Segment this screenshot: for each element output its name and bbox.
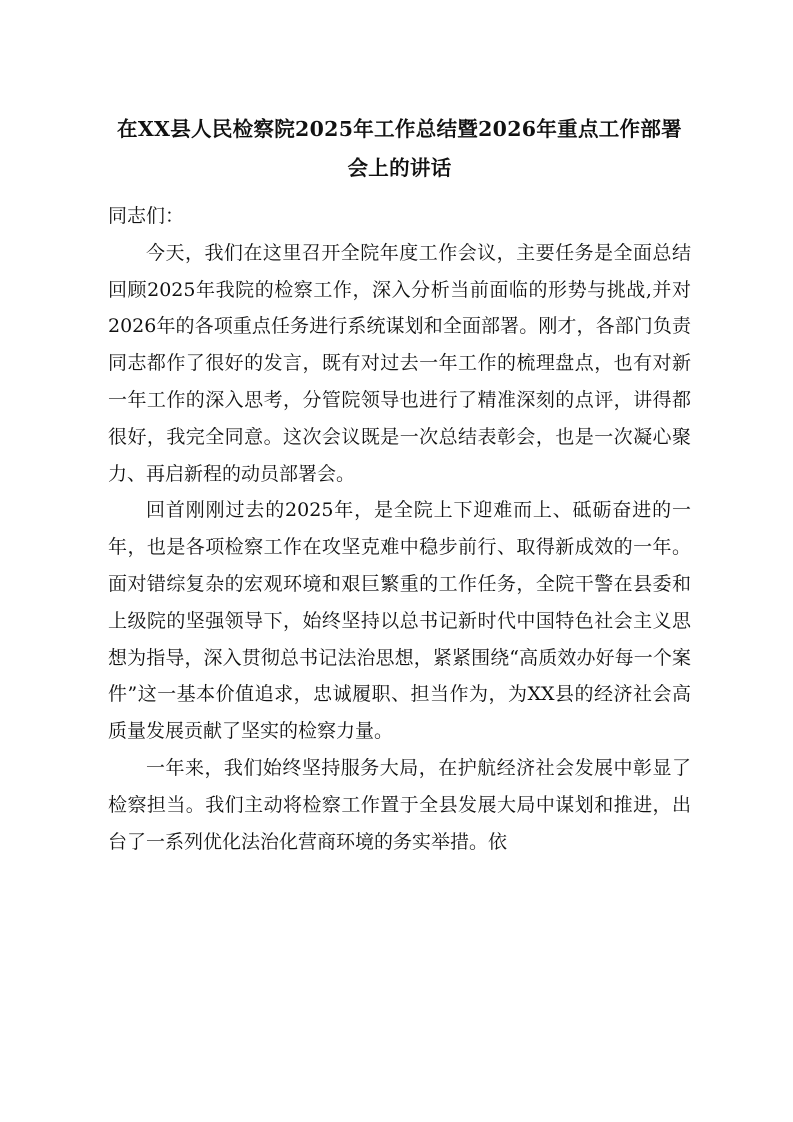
document-title: 在XX县人民检察院2025年工作总结暨2026年重点工作部署会上的讲话 (117, 117, 682, 180)
paragraph-serving-overall-situation: 一年来，我们始终坚持服务大局，在护航经济社会发展中彰显了检察担当。我们主动将检察工作置于全县发展大局中谋划和推进，出台了一系列优化法治化营商环境的务实举措。依 (108, 756, 691, 853)
paragraph-review-2025: 回首刚刚过去的2025年，是全院上下迎难而上、砥砺奋进的一年，也是各项检察工作在攻坚克难中稳步前行、取得新成效的一年。面对错综复杂的宏观环境和艰巨繁重的工作任务，全院干警在县委和上级院的坚强领导下，始终坚持以总书记新时代中国特色社会主义思想为指导，深入贯彻总书记法治思想，紧紧围绕“高质效办好每一个案件”这一基本价值追求，忠诚履职、担当作为，为XX县的经济社会高质量发展贡献了坚实的检察力量。 (108, 499, 691, 743)
paragraph-opening: 今天，我们在这里召开全院年度工作会议，主要任务是全面总结回顾2025年我院的检察工作，深入分析当前面临的形势与挑战,并对2026年的各项重点任务进行系统谋划和全面部署。刚才，各部门负责同志都作了很好的发言，既有对过去一年工作的梳理盘点，也有对新一年工作的深入思考，分管院领导也进行了精准深刻的点评，讲得都很好，我完全同意。这次会议既是一次总结表彰会，也是一次凝心聚力、再启新程的动员部署会。 (108, 241, 691, 485)
document-body (108, 198, 691, 860)
salutation: 同志们： (108, 205, 185, 227)
